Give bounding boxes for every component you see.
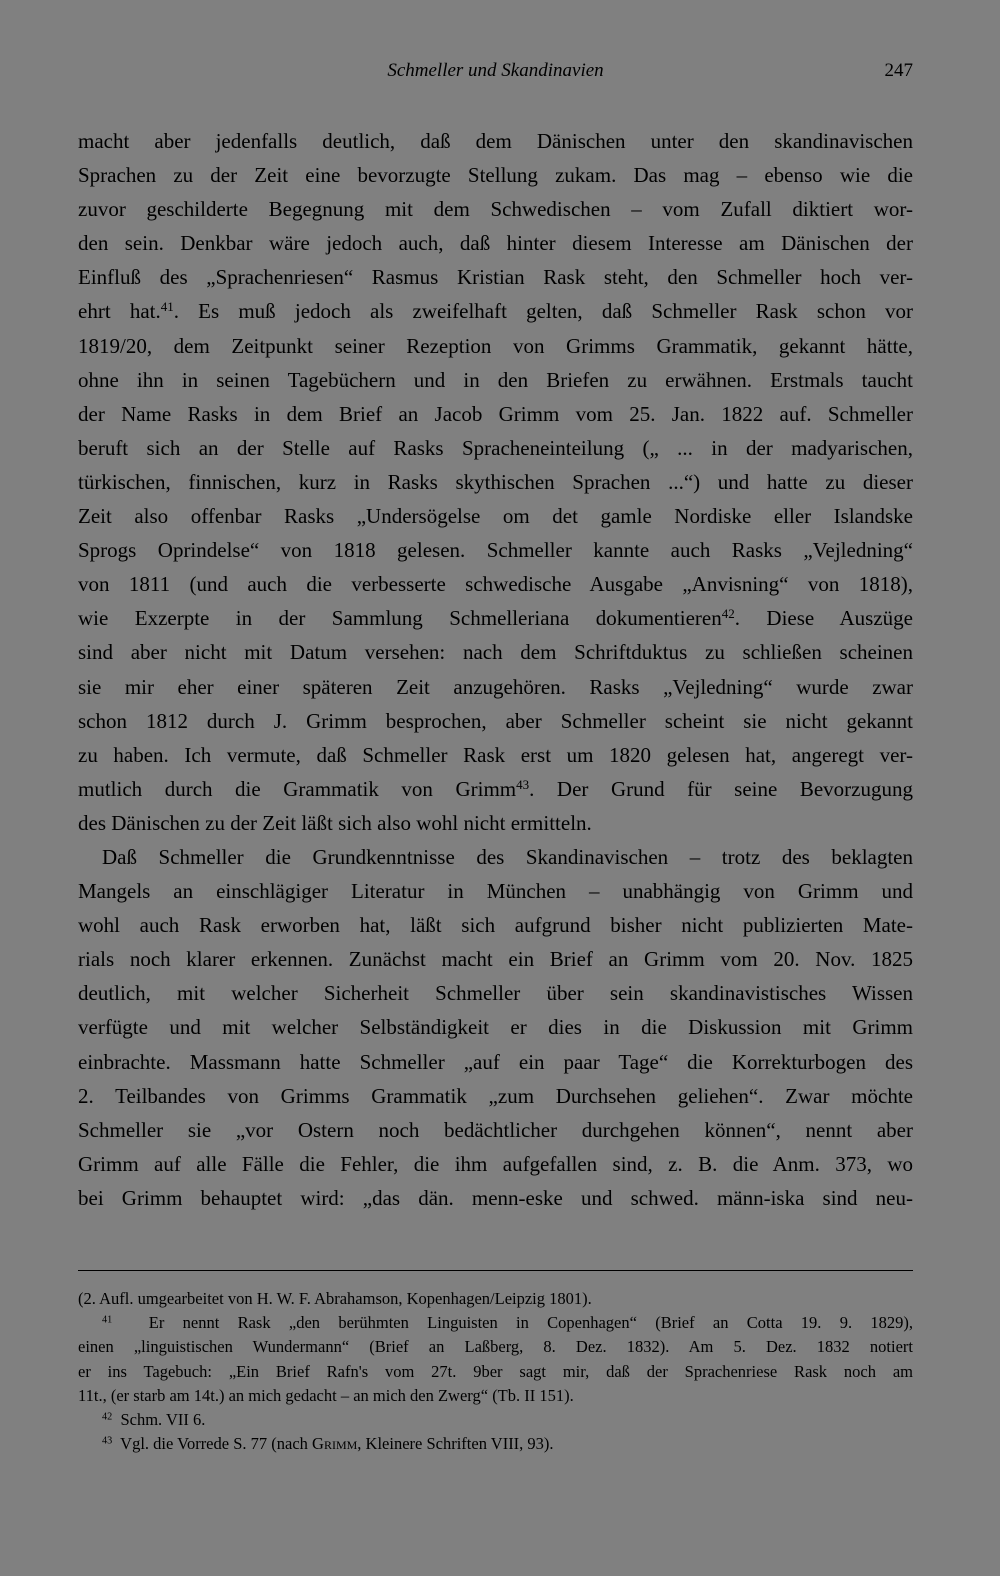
text-line: sind aber nicht mit Datum versehen: nach dem Schriftduktus zu schließen scheinen [78, 640, 913, 665]
footnote-number-43: 43 [102, 1435, 113, 1447]
text-line: macht aber jedenfalls deutlich, daß dem Dänischen unter den skandinavischen [78, 129, 913, 153]
text-line: rials noch klarer erkennen. Zunächst macht ein Brief an Grimm vom 20. Nov. 1825 [78, 947, 913, 972]
footnote-41-line: er ins Tagebuch: „Ein Brief Rafn's vom 27t. 9ber sagt mir, daß der Sprachenriese Rask noch am [78, 1361, 913, 1381]
text-line [78, 601, 913, 635]
text-line: der Name Rasks in dem Brief an Jacob Grimm vom 25. Jan. 1822 auf. Schmeller [78, 401, 913, 426]
text-line: Einfluß des „Sprachenriesen“ Rasmus Kristian Rask steht, den Schmeller hoch ver- [78, 265, 913, 290]
body-text [78, 124, 913, 1215]
text-line [78, 772, 913, 806]
text-line: wohl auch Rask erworben hat, läßt sich aufgrund bisher nicht publizierten Mate- [78, 913, 913, 938]
author-name-smallcaps: Grimm [312, 1434, 358, 1454]
text-line: verfügte und mit welcher Selbständigkeit er dies in die Diskussion mit Grimm [78, 1015, 913, 1040]
footnote-divider [78, 1270, 913, 1271]
footnote-text: Er nennt Rask „den berühmten Linguisten in Copenhagen“ (Brief an Cotta 19. 9. 1829), [148, 1313, 913, 1333]
text-line: sie mir eher einer späteren Zeit anzugehören. Rasks „Vejledning“ wurde zwar [78, 674, 913, 699]
running-title: Schmeller und Skandinavien [387, 60, 604, 81]
footnote-41-line [78, 1311, 913, 1335]
text-line: zu haben. Ich vermute, daß Schmeller Rask erst um 1820 gelesen hat, angeregt ver- [78, 742, 913, 767]
text-line: Sprachen zu der Zeit eine bevorzugte Stellung zukam. Das mag – ebenso wie die [78, 163, 913, 188]
footnote-text: Vgl. die Vorrede S. 77 (nach [120, 1434, 308, 1454]
text-line: beruft sich an der Stelle auf Rasks Spracheneinteilung („ ... in der madyarischen, [78, 435, 913, 460]
text-line: 2. Teilbandes von Grimms Grammatik „zum Durchsehen geliehen“. Zwar möchte [78, 1083, 913, 1108]
page-number: 247 [884, 60, 913, 81]
text-line: deutlich, mit welcher Sicherheit Schmeller über sein skandinavistisches Wissen [78, 981, 913, 1006]
footnote-41-line: einen „linguistischen Wundermann“ (Brief an Laßberg, 8. Dez. 1832). Am 5. Dez. 1832 notiert [78, 1337, 913, 1357]
text-line: des Dänischen zu der Zeit läßt sich also wohl nicht ermitteln. [78, 810, 592, 835]
text-line: Mangels an einschlägiger Literatur in München – unabhängig von Grimm und [78, 879, 913, 904]
footnote-number-41: 41 [102, 1314, 113, 1326]
text-line: bei Grimm behauptet wird: „das dän. menn-eske und schwed. männ-iska sind neu- [78, 1185, 913, 1210]
text-line: 1819/20, dem Zeitpunkt seiner Rezeption von Grimms Grammatik, gekannt hätte, [78, 333, 913, 358]
text-line: von 1811 (und auch die verbesserte schwedische Ausgabe „Anvisning“ von 1818), [78, 572, 913, 597]
text-line: zuvor geschilderte Begegnung mit dem Schwedischen – vom Zufall diktiert wor- [78, 197, 913, 222]
text-fragment: . Der Grund für seine Bevorzugung [529, 776, 913, 801]
running-head [78, 60, 913, 90]
text-line: ohne ihn in seinen Tagebüchern und in den Briefen zu erwähnen. Erstmals taucht [78, 367, 913, 392]
text-line: Sprogs Oprindelse“ von 1818 gelesen. Schmeller kannte auch Rasks „Vejledning“ [78, 538, 913, 563]
text-fragment: wie Exzerpte in der Sammlung Schmelleriana dokumentieren [78, 606, 722, 631]
text-fragment: . Diese Auszüge [734, 606, 913, 631]
footnote-ref-41: 41 [160, 299, 174, 315]
text-fragment: mutlich durch die Grammatik von Grimm [78, 776, 517, 801]
footnote-text: Schm. VII 6. [120, 1409, 206, 1429]
text-line: Zeit also offenbar Rasks „Undersögelse om det gamle Nordiske eller Islandske [78, 504, 913, 529]
text-line: Grimm auf alle Fälle die Fehler, die ihm aufgefallen sind, z. B. die Anm. 373, wo [78, 1151, 913, 1176]
text-line [78, 294, 913, 328]
text-line: den sein. Denkbar wäre jedoch auch, daß hinter diesem Interesse am Dänischen der [78, 231, 913, 256]
text-line: Schmeller sie „vor Ostern noch bedächtlicher durchgehen können“, nennt aber [78, 1117, 913, 1142]
footnote-text: , Kleinere Schriften VIII, 93). [357, 1434, 554, 1454]
footnote-42 [78, 1408, 913, 1432]
footnote-43 [78, 1432, 913, 1456]
footnote-ref-43: 43 [516, 776, 530, 792]
text-line: schon 1812 durch J. Grimm besprochen, aber Schmeller scheint sie nicht gekannt [78, 708, 913, 733]
footnote-ref-42: 42 [721, 606, 735, 622]
footnote-continuation: (2. Aufl. umgearbeitet von H. W. F. Abrahamson, Kopenhagen/Leipzig 1801). [78, 1289, 592, 1308]
text-fragment: . Es muß jedoch als zweifelhaft gelten, daß Schmeller Rask schon vor [173, 299, 913, 324]
text-line: Daß Schmeller die Grundkenntnisse des Skandinavischen – trotz des beklagten [102, 844, 913, 869]
text-line: türkischen, finnischen, kurz in Rasks skythischen Sprachen ...“) und hatte zu dieser [78, 469, 913, 494]
footnote-number-42: 42 [102, 1411, 113, 1423]
footnote-41-line: 11t., (er starb am 14t.) an mich gedacht – an mich den Zwerg“ (Tb. II 151). [78, 1385, 574, 1405]
text-line: einbrachte. Massmann hatte Schmeller „auf ein paar Tage“ die Korrekturbogen des [78, 1049, 913, 1074]
text-fragment: ehrt hat. [78, 299, 161, 324]
footnotes [78, 1287, 913, 1456]
